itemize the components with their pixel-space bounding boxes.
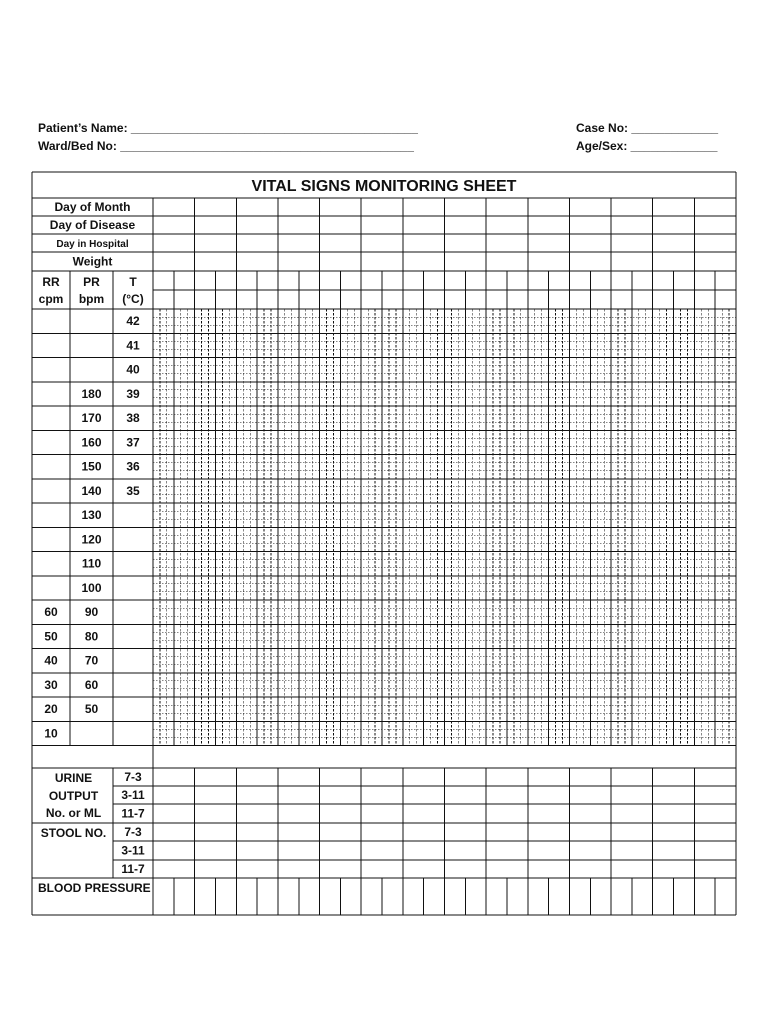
sheet-title: VITAL SIGNS MONITORING SHEET [251,178,517,195]
scale-pr-value: 150 [81,459,102,474]
scale-pr-value: 130 [81,508,102,523]
scale-rr-value: 30 [44,677,58,692]
case-no-field: Case No: _____________ [576,121,719,135]
scale-rr-value: 40 [44,653,58,668]
shift-label: 11-7 [121,862,145,876]
shift-label: 3-11 [121,843,145,858]
ward-bed-field: Ward/Bed No: ____________________________________________ [38,139,414,153]
scale-rr-value: 60 [44,605,58,620]
scale-pr-value: 50 [84,702,99,717]
shift-label: 7-3 [124,825,142,839]
label-day-of-disease: Day of Disease [49,218,136,232]
scale-pr-value: 170 [81,411,102,426]
label-output: OUTPUT [48,789,99,803]
header-t: T [129,275,137,289]
scale-rr-value: 50 [44,629,58,644]
scale-pr-value: 100 [81,580,102,595]
label-urine: URINE [54,771,93,785]
label-stool-no: STOOL NO. [40,826,107,840]
label-day-of-month: Day of Month [54,200,131,214]
scale-t-value: 36 [126,459,140,474]
scale-t-value: 42 [126,314,140,329]
scale-pr-value: 160 [81,435,102,450]
scale-t-value: 40 [126,362,140,377]
label-no-or-ml: No. or ML [45,806,102,820]
header-rr: RR [42,275,60,289]
scale-pr-value: 110 [81,556,102,571]
label-blood-pressure: BLOOD PRESSURE [38,881,151,895]
scale-pr-value: 140 [81,483,102,498]
scale-pr-value: 60 [84,677,99,692]
header-rr-unit: cpm [38,292,64,306]
scale-t-value: 35 [126,483,140,498]
scale-pr-value: 120 [81,532,102,547]
age-sex-field: Age/Sex: _____________ [576,139,718,153]
label-day-in-hospital: Day in Hospital [56,239,129,250]
scale-pr-value: 180 [81,386,102,401]
header-pr: PR [83,275,100,289]
shift-label: 3-11 [121,788,145,802]
scale-pr-value: 80 [84,629,99,644]
scale-rr-value: 20 [44,702,58,717]
scale-rr-value: 10 [44,726,58,741]
scale-t-value: 41 [126,338,140,353]
shift-label: 11-7 [121,806,145,821]
patient-name-field: Patient’s Name: ___________________________________________ [38,121,418,135]
header-pr-unit: bpm [78,292,105,306]
scale-pr-value: 70 [84,653,99,668]
scale-t-value: 39 [126,386,140,401]
label-weight: Weight [72,254,113,269]
shift-label: 7-3 [124,770,142,784]
scale-t-value: 37 [126,435,140,450]
header-t-unit: (°C) [122,292,144,306]
scale-pr-value: 90 [84,605,99,620]
scale-t-value: 38 [126,411,140,426]
